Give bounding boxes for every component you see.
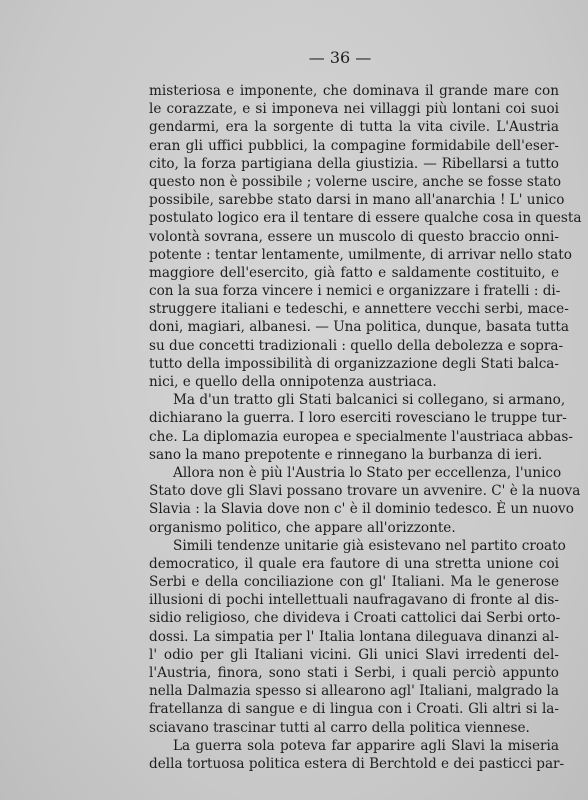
text-line: Simili tendenze unitarie già esistevano nel partito croato (173, 537, 566, 554)
text-line: che. La diplomazia europea e specialmente l'austriaca abbas- (149, 428, 573, 445)
text-line: misteriosa e imponente, che dominava il grande mare con (149, 83, 559, 99)
text-line: cito, la forza partigiana della giustizia. — Ribellarsi a tutto (149, 155, 559, 172)
text-line: tutto della impossibilità di organizzazione degli Stati balca- (149, 355, 559, 372)
text-line: volontà sovrana, essere un muscolo di questo braccio onni- (149, 228, 559, 245)
text-line: struggere italiani e tedeschi, e annettere vecchi serbi, mace- (149, 301, 569, 318)
text-line: sano la mano prepotente e rinnegano la burbanza di ieri. (149, 446, 543, 463)
text-line: questo non è possibile ; volerne uscire, anche se fosse stato (149, 173, 562, 190)
text-line: l'Austria, finora, sono stati i Serbi, i quali perciò appunto (149, 665, 559, 681)
text-line: Allora non è più l'Austria lo Stato per eccellenza, l'unico (173, 464, 562, 481)
text-line: sidio religioso, che divideva i Croati cattolici dai Serbi orto- (149, 610, 561, 627)
text-line: con la sua forza vincere i nemici e organizzare i fratelli : di- (149, 283, 561, 300)
text-line: possibile, sarebbe stato darsi in mano all'anarchia ! L' unico (149, 192, 565, 209)
text-line: dichiarano la guerra. I loro eserciti rovesciano le truppe tur- (149, 410, 567, 427)
text-line: doni, magiari, albanesi. — Una politica, dunque, basata tutta (149, 319, 569, 336)
text-line: della tortuosa politica estera di Berchtold e dei pasticci par- (149, 755, 565, 772)
text-line: postulato logico era il tentare di essere qualche cosa in questa (149, 210, 582, 227)
text-line: maggiore dell'esercito, già fatto e saldamente costituito, e (149, 264, 559, 281)
text-line: Ma d'un tratto gli Stati balcanici si collegano, si armano, (173, 392, 566, 409)
text-line: Serbi e della conciliazione con gl' Italiani. Ma le generose (149, 574, 559, 591)
text-line: sciavano trascinar tutti al carro della politica viennese. (149, 719, 530, 736)
text-line: nici, e quello della onnipotenza austriaca. (149, 374, 437, 390)
text-line: Slavia : la Slavia dove non c' è il dominio tedesco. È un nuovo (149, 501, 574, 518)
page-number: — 36 — (308, 48, 372, 67)
text-line: Stato dove gli Slavi possano trovare un avvenire. C' è la nuova (149, 483, 581, 500)
text-line: illusioni di pochi intellettuali naufragavano di fronte al dis- (149, 592, 559, 609)
text-line: le corazzate, e si imponeva nei villaggi più lontani coi suoi (149, 101, 559, 118)
text-line: gendarmi, era la sorgente di tutta la vita civile. L'Austria (149, 119, 559, 136)
text-line: La guerra sola poteva far apparire agli Slavi la miseria (173, 737, 559, 754)
text-line: l' odio per gli Italiani vicini. Gli unici Slavi irredenti del- (149, 646, 559, 663)
body-text (149, 82, 582, 773)
text-line: potente : tentar lentamente, umilmente, di arrivar nello stato (149, 246, 572, 263)
text-line: su due concetti tradizionali : quello della debolezza e sopra- (149, 337, 564, 354)
text-line: organismo politico, che appare all'orizzonte. (149, 519, 456, 536)
text-line: dossi. La simpatia per l' Italia lontana dileguava dinanzi al- (149, 628, 559, 645)
text-line: eran gli uffici pubblici, la compagine formidabile dell'eser- (149, 137, 559, 154)
text-line: nella Dalmazia spesso si allearono agl' Italiani, malgrado la (149, 683, 559, 700)
text-line: democratico, il quale era fautore di una stretta unione coi (149, 555, 559, 572)
text-line: fratellanza di sangue e di lingua con i Croati. Gli altri si la- (149, 701, 559, 718)
